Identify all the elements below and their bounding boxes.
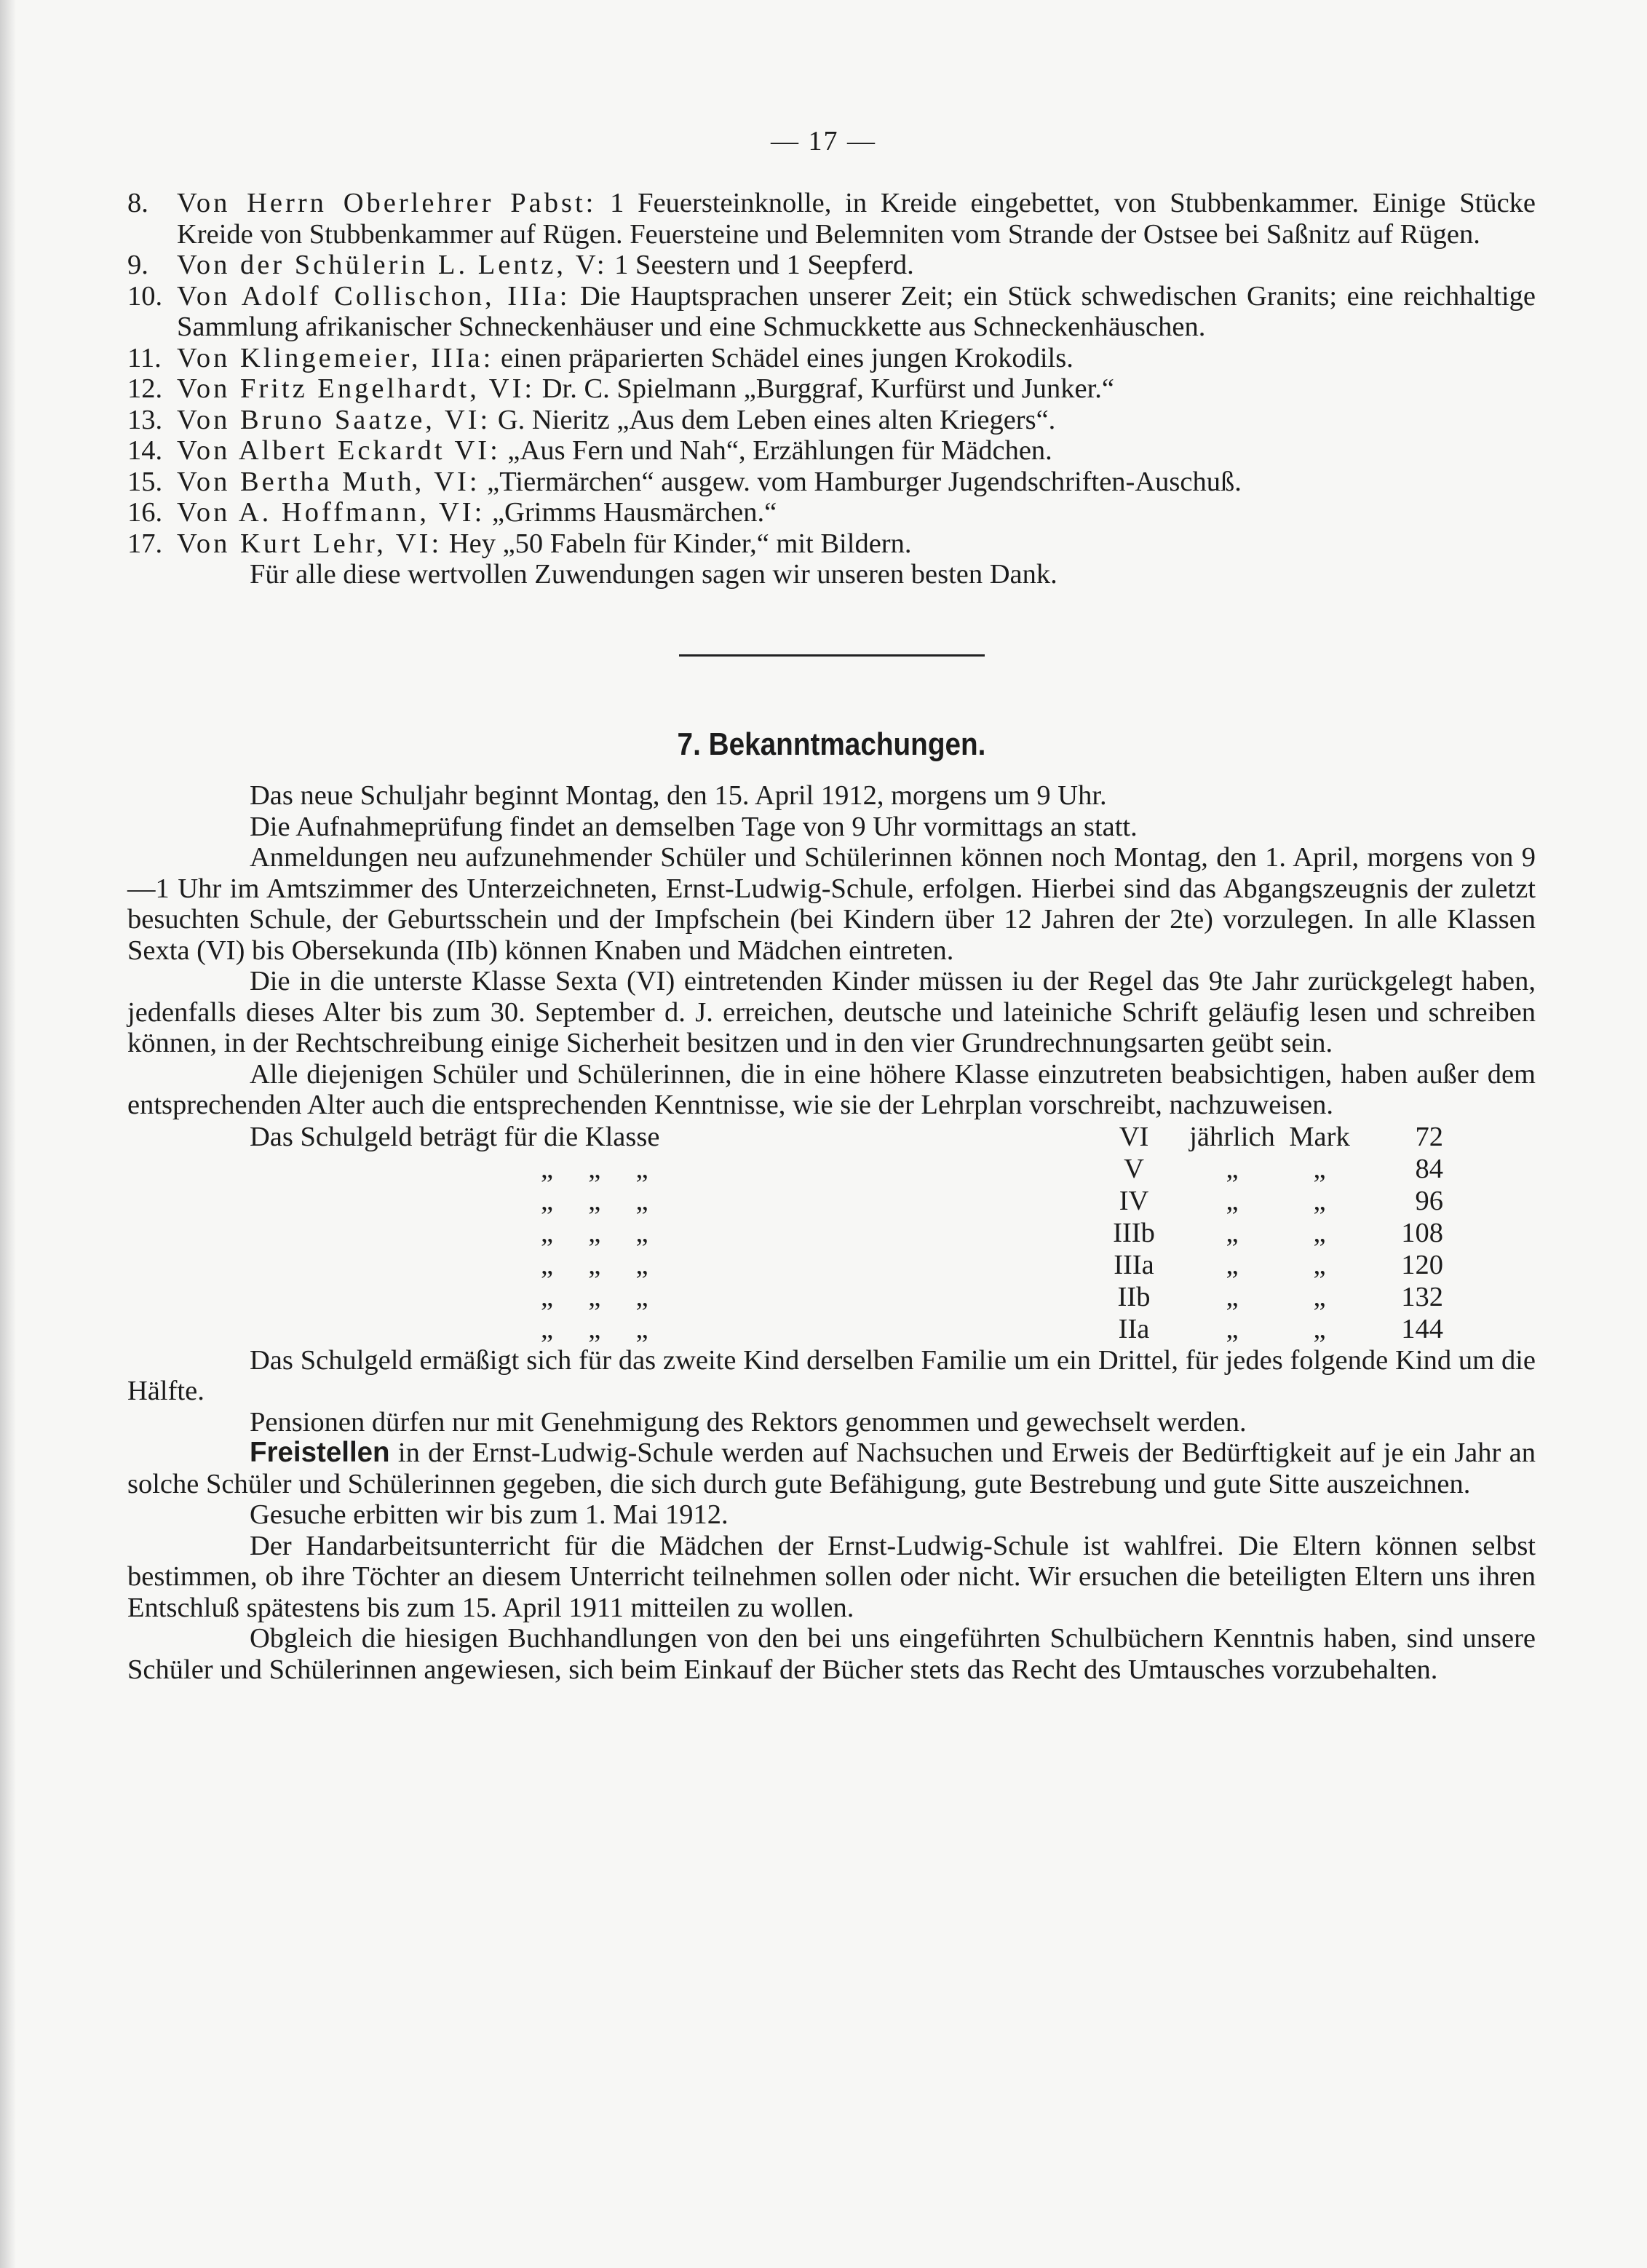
- fee-class: IV: [1119, 1185, 1149, 1216]
- page-content: [127, 188, 1536, 1685]
- paragraph: Alle diejenigen Schüler und Schülerinnen, die in eine höhere Klasse einzutreten beabsichtigen, haben außer dem entsprechenden Alter auch die entsprechenden Kenntnisse, wie sie der Lehrplan vorschreibt, nachzuweisen.: [127, 1058, 1536, 1120]
- section-divider: [679, 654, 985, 657]
- donor-name: Von der Schülerin L. Lentz, V:: [177, 250, 608, 280]
- ditto-mark: „: [1313, 1153, 1326, 1184]
- fee-row: [250, 1313, 1443, 1345]
- section-heading: 7. Bekanntmachungen.: [677, 726, 986, 762]
- donation-text: Hey „50 Fabeln für Kinder,“ mit Bildern.: [442, 528, 912, 559]
- donation-entry: 13. Von Bruno Saatze, VI: G. Nieritz „Aus dem Leben eines alten Kriegers“.: [127, 404, 1056, 435]
- fee-amount: 144: [1401, 1313, 1443, 1344]
- paragraph: Obgleich die hiesigen Buchhandlungen von den bei uns eingeführten Schulbüchern Kenntnis haben, sind unsere Schüler und Schülerinnen angewiesen, sich beim Einkauf der Bücher stets das Recht des Umtausches vorzubehalten.: [127, 1623, 1536, 1685]
- paragraph: Der Handarbeitsunterricht für die Mädchen der Ernst-Ludwig-Schule ist wahlfrei. Die Eltern können selbst bestimmen, ob ihre Töchter an diesem Unterricht teilnehmen sollen oder nicht. Wir ersuchen die beteiligten Eltern uns ihren Entschluß spätestens bis zum 15. April 1911 mitteilen zu wollen.: [127, 1530, 1536, 1623]
- ditto-mark: „: [541, 1281, 554, 1312]
- ditto-mark: „: [541, 1185, 554, 1216]
- ditto-mark: „: [588, 1313, 601, 1344]
- ditto-mark: „: [635, 1153, 648, 1184]
- ditto-mark: „: [1226, 1153, 1239, 1184]
- fee-class: IIIb: [1113, 1217, 1155, 1248]
- donor-name: Von Kurt Lehr, VI:: [177, 528, 442, 559]
- ditto-mark: „: [1226, 1217, 1239, 1248]
- ditto-mark: „: [635, 1281, 648, 1312]
- announcements: [127, 780, 1536, 1685]
- donation-text: 1 Feuersteinknolle, in Kreide eingebettet, von Stubbenkammer. Einige Stücke Kreide von Stubbenkammer auf Rügen. Feuersteine und Belemniten vom Strande der Ostsee bei Saßnitz auf Rügen.: [177, 188, 1536, 250]
- thanks-line: Für alle diese wertvollen Zuwendungen sagen wir unseren besten Dank.: [250, 559, 1057, 590]
- ditto-mark: „: [1226, 1281, 1239, 1312]
- freistellen-text: in der Ernst-Ludwig-Schule werden auf Nachsuchen und Erweis der Bedürftigkeit auf je ein Jahr an solche Schüler und Schülerinnen gegeben, die sich durch gute Befähigung, gute Bestrebung und gute Sitte auszeichnen.: [127, 1438, 1536, 1499]
- donor-name: Von Albert Eckardt VI:: [177, 435, 501, 466]
- ditto-mark: „: [635, 1185, 648, 1216]
- fee-amount: 108: [1401, 1217, 1443, 1248]
- ditto-mark: „: [1313, 1313, 1326, 1344]
- fee-class: IIIa: [1114, 1249, 1154, 1280]
- donation-entry: 12. Von Fritz Engelhardt, VI: Dr. C. Spielmann „Burggraf, Kurfürst und Junker.“: [127, 373, 1114, 404]
- paragraph: [127, 1438, 1536, 1499]
- ditto-mark: „: [541, 1313, 554, 1344]
- paragraph: Pensionen dürfen nur mit Genehmigung des Rektors genommen und gewechselt werden.: [250, 1406, 1247, 1438]
- fee-row: [250, 1281, 1443, 1313]
- fee-row: [250, 1121, 1443, 1153]
- ditto-mark: „: [588, 1217, 601, 1248]
- donation-text: 1 Seestern und 1 Seepferd.: [607, 250, 914, 280]
- donation-entry: 16. Von A. Hoffmann, VI: „Grimms Hausmärchen.“: [127, 497, 777, 528]
- fee-class: IIa: [1118, 1313, 1150, 1344]
- fee-amount: 132: [1401, 1281, 1443, 1312]
- donor-name: Von Herrn Oberlehrer Pabst:: [177, 188, 597, 218]
- donor-name: Von Fritz Engelhardt, VI:: [177, 373, 536, 404]
- ditto-mark: „: [1226, 1249, 1239, 1280]
- fee-class: VI: [1119, 1121, 1149, 1152]
- donor-name: Von Bruno Saatze, VI:: [177, 404, 491, 435]
- fee-row: [250, 1153, 1443, 1185]
- fee-class: V: [1124, 1153, 1144, 1184]
- paragraph: Gesuche erbitten wir bis zum 1. Mai 1912.: [250, 1499, 729, 1530]
- donor-name: Von Adolf Collischon, IIIa:: [177, 280, 571, 312]
- fee-per-year: jährlich: [1189, 1121, 1275, 1152]
- ditto-mark: „: [588, 1281, 601, 1312]
- donation-entry: 14. Von Albert Eckardt VI: „Aus Fern und Nah“, Erzählungen für Mädchen.: [127, 435, 1052, 466]
- freistellen-lead: Freistellen: [250, 1437, 390, 1468]
- ditto-mark: „: [541, 1249, 554, 1280]
- donation-text: „Grimms Hausmärchen.“: [485, 497, 777, 528]
- ditto-mark: „: [588, 1249, 601, 1280]
- donation-entry: 17. Von Kurt Lehr, VI: Hey „50 Fabeln für Kinder,“ mit Bildern.: [127, 528, 912, 559]
- donation-entry: 9. Von der Schülerin L. Lentz, V: 1 Seestern und 1 Seepferd.: [127, 250, 914, 280]
- fee-class: IIb: [1117, 1281, 1151, 1312]
- paragraph: Die Aufnahmeprüfung findet an demselben Tage von 9 Uhr vormittags an statt.: [250, 811, 1138, 842]
- page-edge-shadow: [0, 0, 16, 2268]
- donation-list: [127, 188, 1536, 590]
- ditto-mark: „: [635, 1249, 648, 1280]
- donation-text: einen präparierten Schädel eines jungen Krokodils.: [493, 342, 1073, 373]
- ditto-mark: „: [1313, 1281, 1326, 1312]
- fee-amount: 96: [1415, 1185, 1443, 1216]
- ditto-mark: „: [1313, 1185, 1326, 1216]
- fee-currency: Mark: [1289, 1121, 1350, 1152]
- donation-text: „Aus Fern und Nah“, Erzählungen für Mädchen.: [500, 435, 1052, 466]
- page-number: — 17 —: [771, 126, 876, 156]
- donation-text: G. Nieritz „Aus dem Leben eines alten Kriegers“.: [491, 404, 1056, 435]
- donor-name: Von A. Hoffmann, VI:: [177, 497, 485, 528]
- donation-entry: 10. Von Adolf Collischon, IIIa: Die Hauptsprachen unserer Zeit; ein Stück schwedischen Granits; eine reichhaltige Sammlung afrikanischer Schneckenhäuser und eine Schmuckkette aus Schneckenhäuschen.: [127, 280, 1536, 342]
- donation-text: „Tiermärchen“ ausgew. vom Hamburger Jugendschriften-Auschuß.: [480, 466, 1242, 497]
- donor-name: Von Klingemeier, IIIa:: [177, 342, 494, 373]
- ditto-mark: „: [1313, 1217, 1326, 1248]
- ditto-mark: „: [588, 1153, 601, 1184]
- donation-text: Dr. C. Spielmann „Burggraf, Kurfürst und Junker.“: [535, 373, 1114, 404]
- donation-text: Die Hauptsprachen unserer Zeit; ein Stück schwedischen Granits; eine reichhaltige Sammlung afrikanischer Schneckenhäuser und eine Schmuckkette aus Schneckenhäuschen.: [177, 280, 1536, 342]
- fee-row: [250, 1185, 1443, 1217]
- ditto-mark: „: [588, 1185, 601, 1216]
- ditto-mark: „: [1226, 1185, 1239, 1216]
- ditto-mark: „: [541, 1217, 554, 1248]
- paragraph: Die in die unterste Klasse Sexta (VI) eintretenden Kinder müssen iu der Regel das 9te Jahr zurückgelegt haben, jedenfalls dieses Alter bis zum 30. September d. J. erreichen, deutsche und lateiniche Schrift geläufig lesen und schreiben können, in der Rechtschreibung einige Sicherheit besitzen und in den vier Grundrechnungsarten geübt sein.: [127, 966, 1536, 1058]
- fee-label: Das Schulgeld beträgt für die Klasse: [250, 1121, 660, 1152]
- paragraph: Das neue Schuljahr beginnt Montag, den 15. April 1912, morgens um 9 Uhr.: [250, 780, 1107, 811]
- ditto-mark: „: [541, 1153, 554, 1184]
- donation-entry: 8. Von Herrn Oberlehrer Pabst: 1 Feuersteinknolle, in Kreide eingebettet, von Stubbenkammer. Einige Stücke Kreide von Stubbenkammer auf Rügen. Feuersteine und Belemniten vom Strande der Ostsee bei Saßnitz auf Rügen.: [127, 188, 1536, 250]
- fee-amount: 72: [1415, 1121, 1443, 1152]
- donation-entry: 15. Von Bertha Muth, VI: „Tiermärchen“ ausgew. vom Hamburger Jugendschriften-Auschuß.: [127, 466, 1242, 497]
- fee-amount: 120: [1401, 1249, 1443, 1280]
- donor-name: Von Bertha Muth, VI:: [177, 466, 480, 497]
- fee-row: [250, 1249, 1443, 1281]
- ditto-mark: „: [1313, 1249, 1326, 1280]
- school-fee-table: [250, 1121, 1443, 1345]
- paragraph: Das Schulgeld ermäßigt sich für das zweite Kind derselben Familie um ein Drittel, für jedes folgende Kind um die Hälfte.: [127, 1344, 1536, 1406]
- fee-amount: 84: [1415, 1153, 1443, 1184]
- fee-row: [250, 1217, 1443, 1249]
- ditto-mark: „: [1226, 1313, 1239, 1344]
- paragraph: Anmeldungen neu aufzunehmender Schüler und Schülerinnen können noch Montag, den 1. April, morgens von 9—1 Uhr im Amtszimmer des Unterzeichneten, Ernst-Ludwig-Schule, erfolgen. Hierbei sind das Abgangszeugnis der zuletzt besuchten Schule, der Geburtsschein und der Impfschein (bei Kindern über 12 Jahren der 2te) vorzulegen. In alle Klassen Sexta (VI) bis Obersekunda (IIb) können Knaben und Mädchen eintreten.: [127, 842, 1536, 966]
- donation-entry: 11. Von Klingemeier, IIIa: einen präparierten Schädel eines jungen Krokodils.: [127, 342, 1073, 373]
- ditto-mark: „: [635, 1217, 648, 1248]
- ditto-mark: „: [635, 1313, 648, 1344]
